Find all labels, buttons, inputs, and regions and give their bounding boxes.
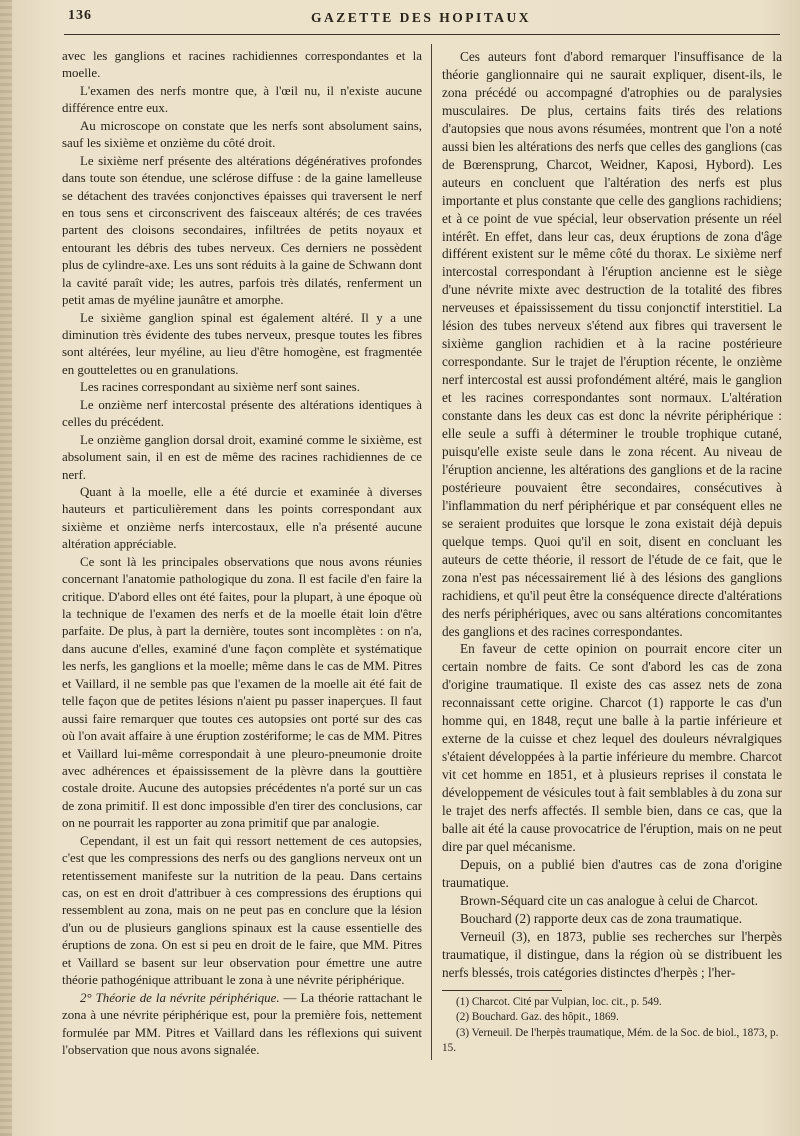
paragraph: Le onzième nerf intercostal présente des altérations identiques à celles du précédent. <box>62 397 422 430</box>
header-rule <box>64 34 780 35</box>
paragraph: Au microscope on constate que les nerfs sont absolument sains, sauf les sixième et onzième du côté droit. <box>62 118 422 151</box>
section-text: — La théorie rattachant le zona à une névrite périphérique est, pour la première fois, nettement formulée par MM. Pitres et Vaillard dans les réflexions qui suivent l'observation que nous avons signalée. <box>62 990 422 1057</box>
paragraph: Quant à la moelle, elle a été durcie et examinée à diverses hauteurs et particulièrement dans les points correspondant aux sixième et onzième nerfs intercostaux, elle n'a présenté aucune altération appréciable. <box>62 484 422 552</box>
paragraph: Le onzième ganglion dorsal droit, examiné comme le sixième, est absolument sain, il en est de même des racines rachidiennes de ce nerf. <box>62 432 422 482</box>
footnote: (1) Charcot. Cité par Vulpian, loc. cit., p. 549. <box>456 996 662 1008</box>
column-divider <box>431 44 432 1060</box>
paragraph: Le sixième nerf présente des altérations dégénératives profondes dans toute son étendue, une sclérose diffuse : de la gaine lamelleuse se détachent des travées conjonctives épaisses qui traversent le nerf en tous sens et circonscrivent des faisceaux altérés; de ces travées partent des cloisons secondaires, infiltrées de petits noyaux et entourant les débris des tubes nerveux. Ces derniers ne possèdent plus de cylindre-axe. Les uns sont réduits à la gaine de Schwann dont la cavité paraît vide; les autres, parfois très dilatés, renferment un petit amas de myéline jaunâtre et amorphe. <box>62 153 422 308</box>
journal-title: GAZETTE DES HOPITAUX <box>310 10 532 25</box>
page-binding-edge <box>0 0 12 1136</box>
footnote: (3) Verneuil. De l'herpès traumatique, Mém. de la Soc. de biol., 1873, p. 15. <box>442 1026 779 1055</box>
page-number: 136 <box>68 8 92 23</box>
footnote-rule <box>442 990 562 991</box>
right-column <box>442 48 782 982</box>
footnotes <box>442 990 782 1057</box>
section-heading: 2° Théorie de la névrite périphérique. <box>80 990 280 1005</box>
paragraph: Le sixième ganglion spinal est également altéré. Il y a une diminution très évidente des tubes nerveux, presque toutes les fibres sont altérées, leur myéline, au lieu d'être homogène, est fragmentée en gouttelettes ou en granulations. <box>62 310 422 377</box>
section-paragraph <box>62 990 422 1060</box>
footnote: (2) Bouchard. Gaz. des hôpit., 1869. <box>456 1011 619 1024</box>
paragraph: Les racines correspondant au sixième nerf sont saines. <box>80 380 360 395</box>
paragraph: Brown-Séquard cite un cas analogue à celui de Charcot. <box>460 892 758 908</box>
page-header <box>60 4 782 34</box>
paragraph: Ces auteurs font d'abord remarquer l'insuffisance de la théorie ganglionnaire qui ne saurait expliquer, disent-ils, le zona précédé ou accompagné d'atrophies ou de paralysies musculaires. De plus, certains faits tirés des relations d'autopsies que nous avons résumées, montrent que l'on a noté aussi bien les altérations des nerfs que celles des ganglions (cas de Bœrensprung, Charcot, Weidner, Kaposi, Hybord). Les auteurs en concluent que l'altération des nerfs est plus importante et plus constante que celle des ganglions rachidiens; et à ce point de vue spécial, leur observation présente un réel intérêt. En effet, dans leur cas, deux éruptions de zona d'âge différent existent sur le même côté du thorax. Le sixième nerf intercostal correspondant à l'éruption ancienne est le siège d'une névrite mixte avec destruction de la totalité des fibres nerveuses et épaississement du tissu conjonctif interstitiel. La lésion des tubes nerveux s'étend aux fibres qui traversent le sixième ganglion rachidien et à la racine postérieure correspondante. Sur le trajet de l'éruption récente, le onzième nerf intercostal est aussi profondément altéré, mais le ganglion et les racines correspondantes sont normaux. L'altération constante dans les deux cas est donc la névrite périphérique : elle seule a suffi à déterminer le trouble trophique cutané, puisqu'elle existe seule dans le zona récent. Au niveau de l'éruption ancienne, les altérations des ganglions et de la racine postérieure pouvaient être secondaires, consécutives à l'inflammation du nerf périphérique et par conséquent elles ne se seraient produites que lorsque le zona existait déjà depuis quelque temps. Quoi qu'il en soit, disent en concluant les auteurs de cette théorie, il ressort de l'étude de ce fait, que le zona n'est pas nécessairement lié à des lésions des ganglions rachidiens, et qu'il peut être la conséquence directe d'altérations des nerfs périphériques, avec ou sans altérations concomitantes des ganglions et des racines correspondantes. <box>442 49 782 639</box>
paragraph: En faveur de cette opinion on pourrait encore citer un certain nombre de faits. Ce sont d'abord les cas de zona d'origine traumatique. Il existe des cas assez nets de zona reconnaissant cette origine. Charcot (1) rapporte le cas d'un homme qui, en 1848, reçut une balle à la partie inférieure et externe de la cuisse et chez lequel des douleurs névralgiques s'étaient développées à la partie inférieure du membre. Charcot vit cet homme en 1851, et à plusieurs reprises il constata le développement de vésicules tout à fait semblables à du zona sur le trajet des nerfs affectés. Il semble bien, dans ce cas, que la balle ait été la cause provocatrice de l'éruption, mais on ne peut dire par quel mécanisme. <box>442 641 782 854</box>
left-column <box>62 48 422 1059</box>
paragraph: Ce sont là les principales observations que nous avons réunies concernant l'anatomie pathologique du zona. Il est facile d'en faire la critique. D'abord elles ont été faites, pour la plupart, à une époque où la technique de l'examen des nerfs et de la moelle était loin d'être parfaite. De plus, à part la dernière, toutes sont incomplètes : on n'a, dans aucune d'elles, examiné d'une façon complète et systématique les nerfs, les ganglions et la moelle; même dans le cas de MM. Pitres et Vaillard, il ne semble pas que l'examen de la moelle ait été fait de telle façon que de petites lésions n'aient pu passer inaperçues. Il faut aussi faire remarquer que toutes ces autopsies ont porté sur des cas où l'on avait affaire à une éruption zostériforme; le cas de MM. Pitres et Vaillard lui-même correspondait à une pleuro-pneumonie droite avec adhérences et épaississement de la plèvre dans la gouttière costale droite. Aucune des autopsies précédentes n'a porté sur un cas de zona primitif. Il est donc impossible d'en tirer des conclusions, car on ne pourrait les rapporter au zona primitif que par analogie. <box>62 554 422 831</box>
paragraph: Cependant, il est un fait qui ressort nettement de ces autopsies, c'est que les compressions des nerfs ou des ganglions nerveux ont un retentissement manifeste sur la nutrition de la peau. Dans certains cas, on est en droit d'attribuer à ces compressions des éruptions qui ressemblent au zona, mais on ne peut pas en conclure que la lésion d'un ou de plusieurs ganglions spinaux est la cause essentielle des éruptions de zona. On est si peu en droit de le faire, que MM. Pitres et Vaillard se basent sur leur observation pour émettre une autre théorie pathogénique attribuant le zona à une névrite périphérique. <box>62 833 422 988</box>
paragraph: Bouchard (2) rapporte deux cas de zona traumatique. <box>460 910 743 926</box>
paragraph: avec les ganglions et racines rachidiennes correspondantes et la moelle. <box>62 49 422 81</box>
paragraph: Depuis, on a publié bien d'autres cas de zona d'origine traumatique. <box>442 856 782 890</box>
paragraph: Verneuil (3), en 1873, publie ses recherches sur l'herpès traumatique, il distingue, dans la région où se distribuent les nerfs blessés, trois catégories distinctes d'herpès ; l'her- <box>442 928 782 980</box>
paragraph: L'examen des nerfs montre que, à l'œil nu, il n'existe aucune différence entre eux. <box>62 83 422 116</box>
